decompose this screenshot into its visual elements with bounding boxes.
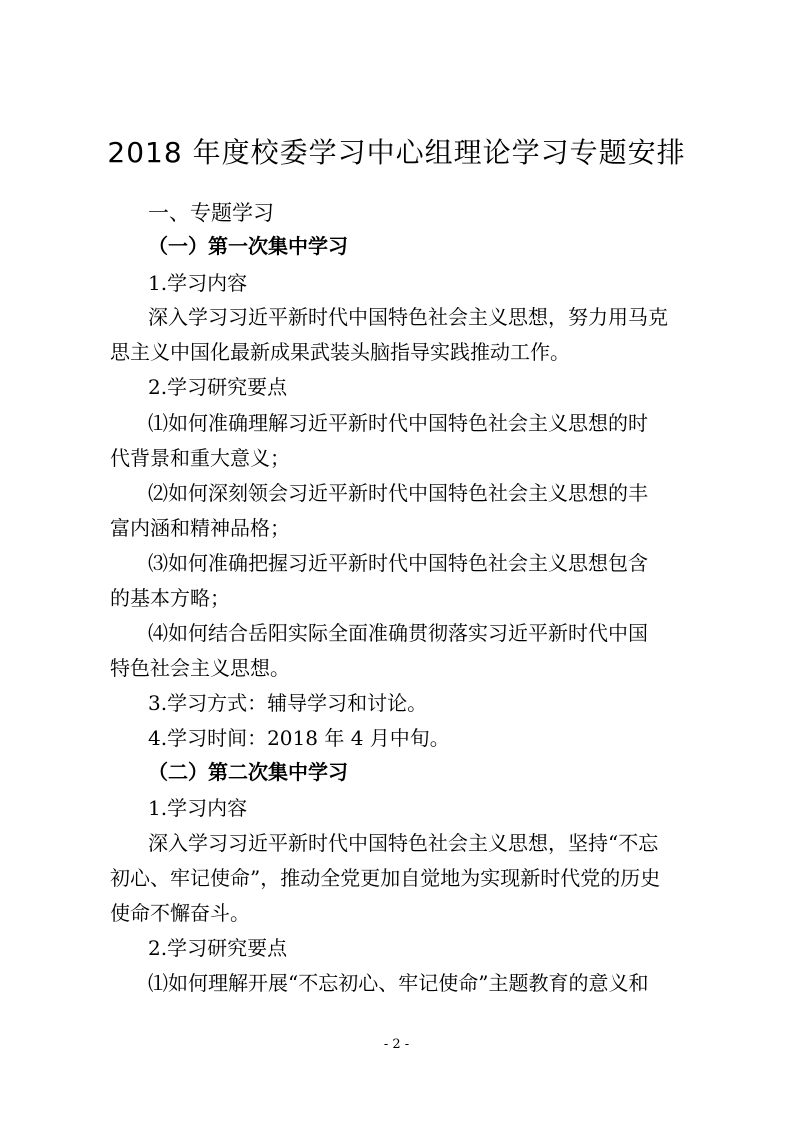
- content-label-2: 1.学习内容: [148, 796, 248, 820]
- page-number: - 2 -: [383, 1037, 410, 1052]
- subsection-heading-2: （二）第二次集中学习: [148, 760, 348, 784]
- study-method: 3.学习方式：辅导学习和讨论。: [148, 691, 428, 715]
- point-line: ⑴如何理解开展“不忘初心、牢记使命”主题教育的意义和: [148, 971, 649, 995]
- content-label-1: 1.学习内容: [148, 271, 248, 295]
- point-line: 代背景和重大意义；: [110, 446, 290, 470]
- point-line: 的基本方略；: [110, 586, 230, 610]
- point-line: 富内涵和精神品格；: [110, 516, 290, 540]
- paragraph-line: 深入学习习近平新时代中国特色社会主义思想，努力用马克: [148, 305, 668, 329]
- document-title: 2018 年度校委学习中心组理论学习专题安排: [107, 136, 686, 169]
- paragraph-line: 使命不懈奋斗。: [110, 901, 250, 925]
- point-line: ⑶如何准确把握习近平新时代中国特色社会主义思想包含: [148, 551, 648, 575]
- paragraph-line: 初心、牢记使命”，推动全党更加自觉地为实现新时代党的历史: [110, 866, 661, 890]
- point-line: ⑵如何深刻领会习近平新时代中国特色社会主义思想的丰: [148, 481, 648, 505]
- point-line: 特色社会主义思想。: [110, 656, 290, 680]
- points-label-1: 2.学习研究要点: [148, 375, 288, 399]
- paragraph-line: 思主义中国化最新成果武装头脑指导实践推动工作。: [110, 340, 570, 364]
- study-time: 4.学习时间：2018 年 4 月中旬。: [148, 726, 450, 750]
- section-heading-1: 一、专题学习: [148, 201, 274, 225]
- subsection-heading-1: （一）第一次集中学习: [148, 234, 348, 258]
- points-label-2: 2.学习研究要点: [148, 936, 288, 960]
- paragraph-line: 深入学习习近平新时代中国特色社会主义思想，坚持“不忘: [148, 831, 659, 855]
- point-line: ⑴如何准确理解习近平新时代中国特色社会主义思想的时: [148, 411, 648, 435]
- point-line: ⑷如何结合岳阳实际全面准确贯彻落实习近平新时代中国: [148, 621, 648, 645]
